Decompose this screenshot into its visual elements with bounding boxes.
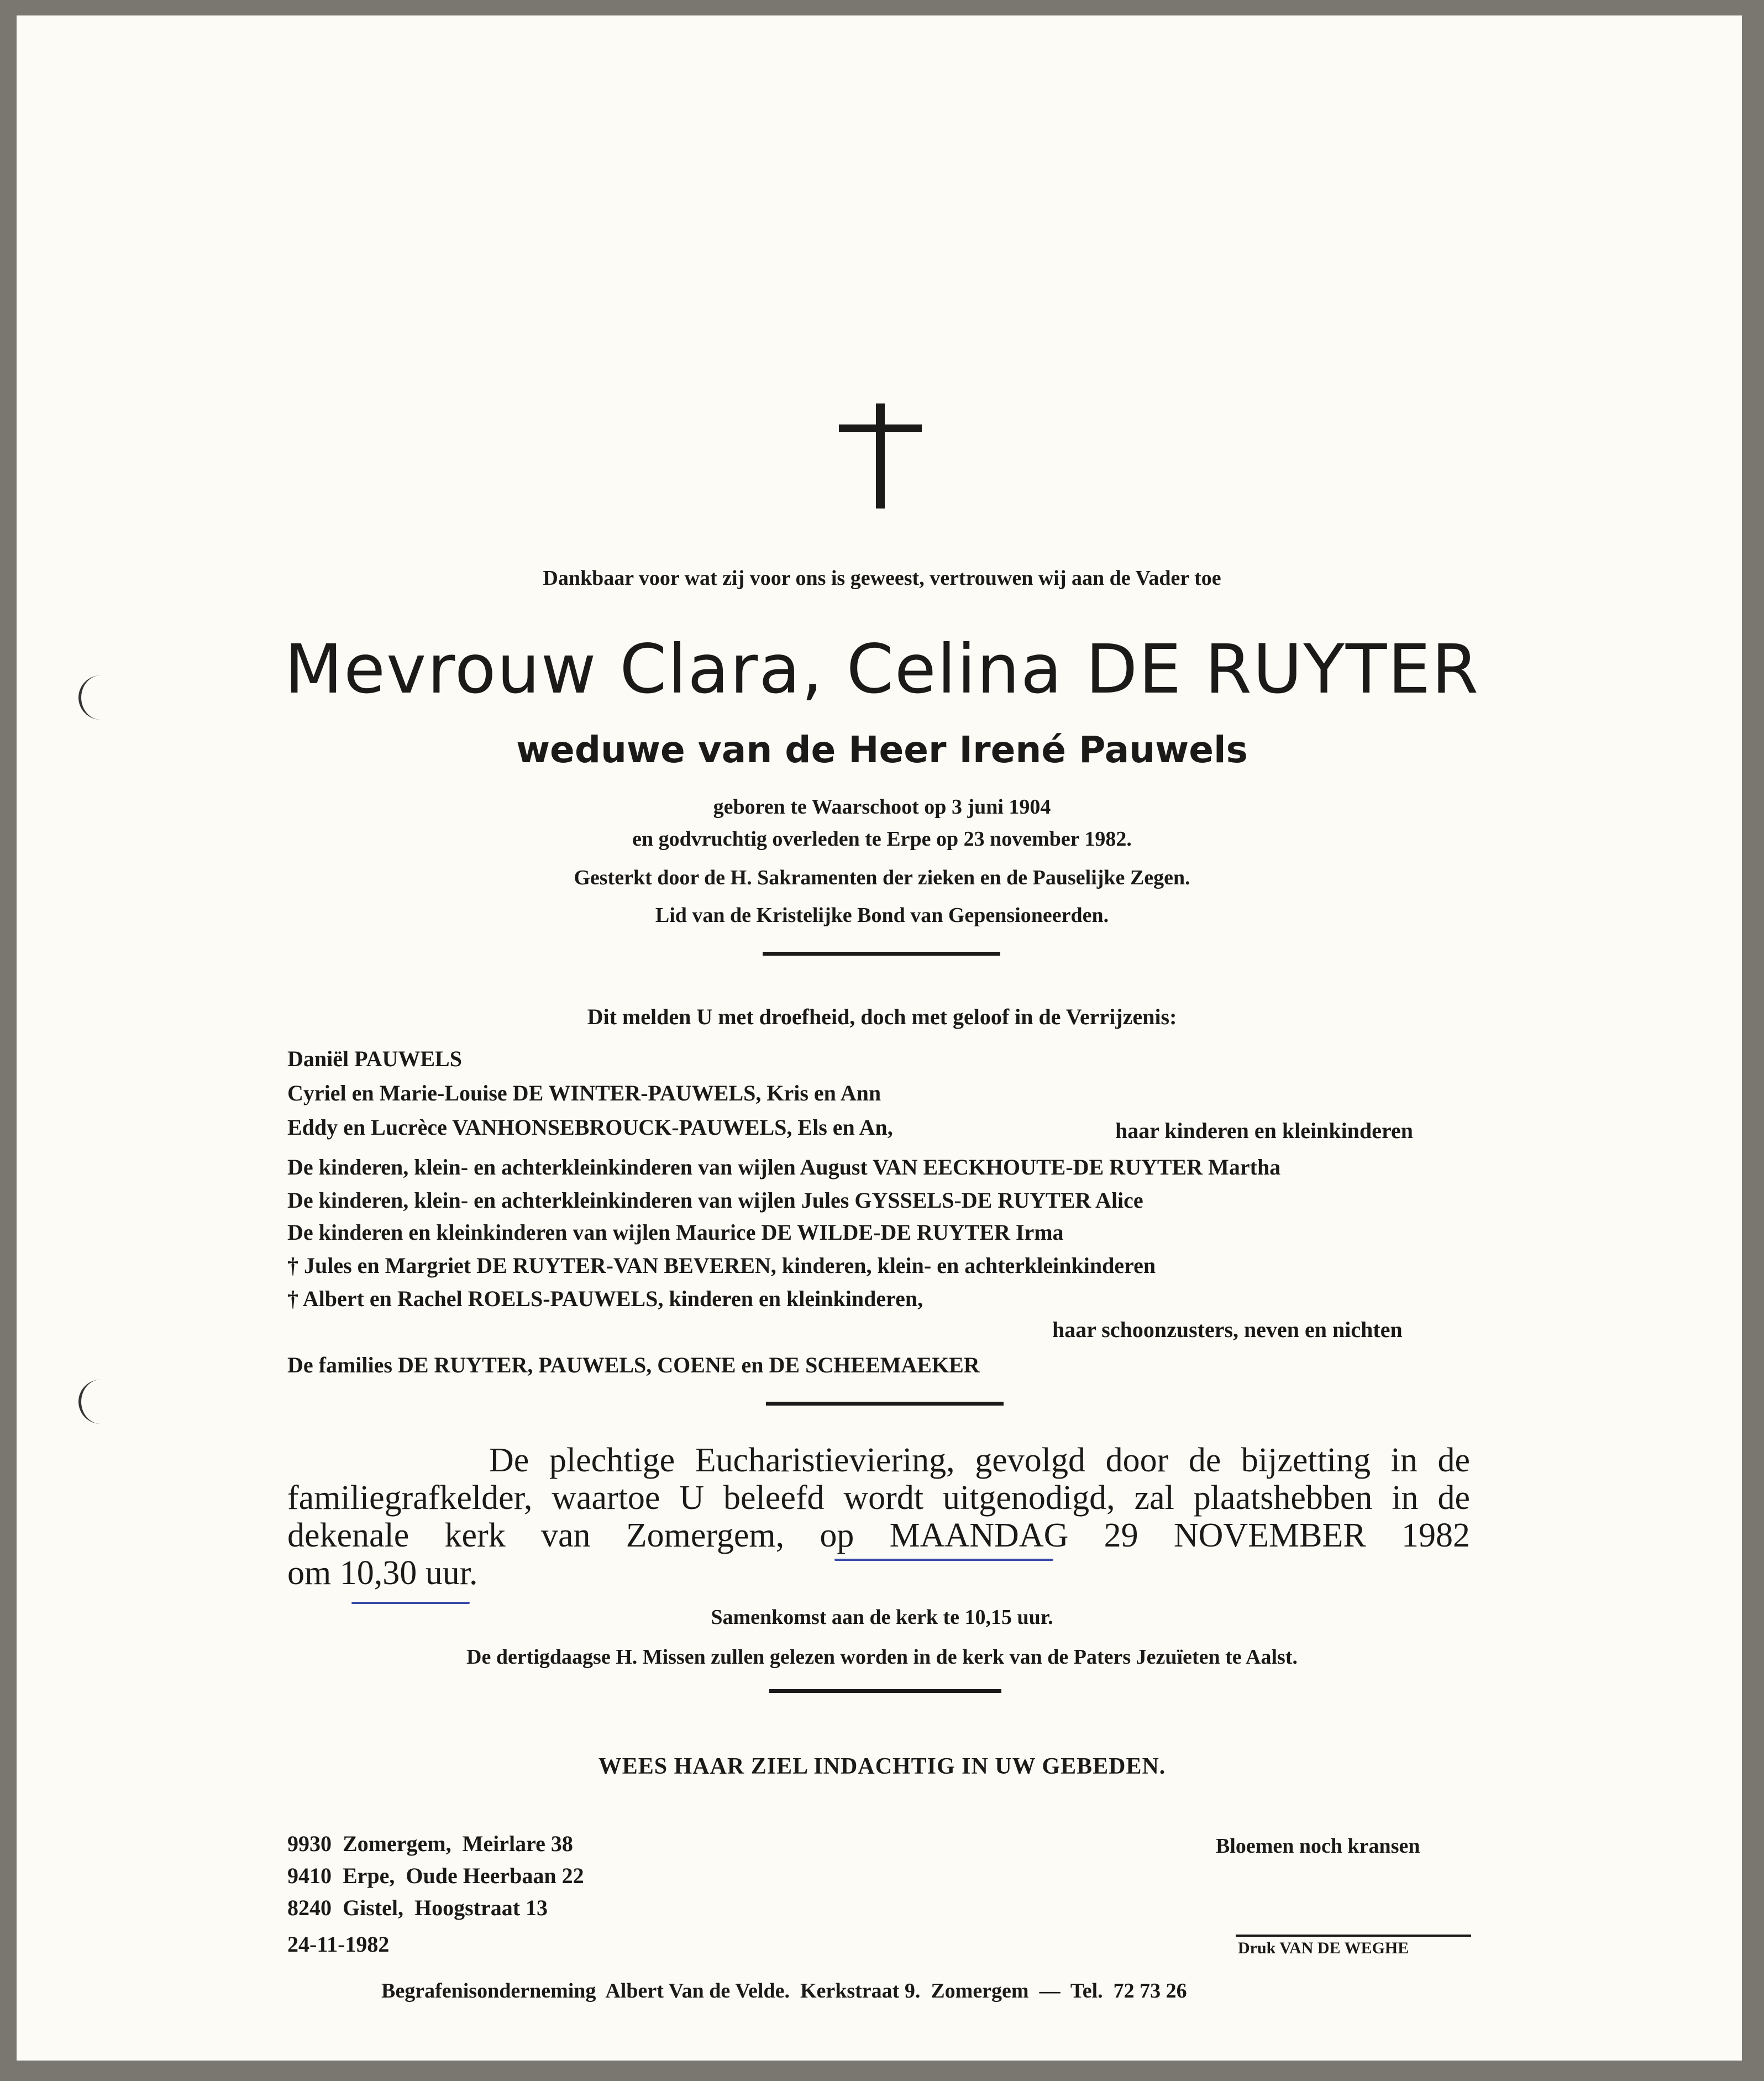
family-line-4: De kinderen, klein- en achterkleinkinderen van wijlen August VAN EECKHOUTE-DE RUYTER Martha xyxy=(287,1155,1281,1180)
service-line-4: om 10,30 uur. xyxy=(287,1554,478,1592)
undertaker-line: Begrafenisonderneming Albert Van de Velde. Kerkstraat 9. Zomergem — Tel. 72 73 26 xyxy=(381,1979,1187,2003)
address-2: 9410 Erpe, Oude Heerbaan 22 xyxy=(287,1863,584,1888)
service-line-3: dekenale kerk van Zomergem, op MAANDAG 29 NOVEMBER 1982 xyxy=(287,1517,1470,1554)
family-line-5: De kinderen, klein- en achterkleinkinderen van wijlen Jules GYSSELS-DE RUYTER Alice xyxy=(287,1188,1143,1213)
sacraments-line: Gesterkt door de H. Sakramenten der zieken en de Pauselijke Zegen. xyxy=(574,866,1190,889)
gathering-line: Samenkomst aan de kerk te 10,15 uur. xyxy=(711,1606,1053,1629)
printer-rule xyxy=(1236,1935,1471,1937)
printer-credit: Druk VAN DE WEGHE xyxy=(1238,1939,1409,1957)
death-line: en godvruchtig overleden te Erpe op 23 november 1982. xyxy=(632,827,1132,851)
date-underline xyxy=(834,1559,1053,1561)
cross-icon xyxy=(834,403,928,509)
service-paragraph xyxy=(287,1442,1470,1592)
divider-3 xyxy=(769,1689,1001,1693)
address-3: 8240 Gistel, Hoogstraat 13 xyxy=(287,1895,548,1920)
birth-line: geboren te Waarschoot op 3 juni 1904 xyxy=(713,795,1051,819)
family-line-6: De kinderen en kleinkinderen van wijlen Maurice DE WILDE-DE RUYTER Irma xyxy=(287,1220,1064,1245)
service-line-2: familiegrafkelder, waartoe U beleefd wordt uitgenodigd, zal plaatshebben in de xyxy=(287,1479,1470,1517)
family-line-2: Cyriel en Marie-Louise DE WINTER-PAUWELS, Kris en Ann xyxy=(287,1081,881,1105)
card-date: 24-11-1982 xyxy=(287,1932,390,1957)
flowers-note: Bloemen noch kransen xyxy=(1216,1834,1420,1858)
deceased-name: Mevrouw Clara, Celina DE RUYTER xyxy=(284,630,1480,709)
family-line-1: Daniël PAUWELS xyxy=(287,1046,462,1071)
divider-2 xyxy=(766,1402,1004,1406)
family-line-3-right: haar kinderen en kleinkinderen xyxy=(1115,1118,1414,1143)
time-underline xyxy=(351,1602,470,1604)
intro-text: Dankbaar voor wat zij voor ons is geweest, vertrouwen wij aan de Vader toe xyxy=(543,567,1221,590)
service-line-1: De plechtige Eucharistieviering, gevolgd door de bijzetting in de xyxy=(489,1442,1470,1479)
deceased-subtitle: weduwe van de Heer Irené Pauwels xyxy=(516,728,1248,771)
family-line-8-right: haar schoonzusters, neven en nichten xyxy=(1052,1317,1403,1342)
announcement-line: Dit melden U met droefheid, doch met geloof in de Verrijzenis: xyxy=(587,1004,1177,1029)
address-1: 9930 Zomergem, Meirlare 38 xyxy=(287,1831,573,1856)
masses-line: De dertigdaagse H. Missen zullen gelezen worden in de kerk van de Paters Jezuïeten te Aalst. xyxy=(466,1645,1298,1669)
family-line-3: Eddy en Lucrèce VANHONSEBROUCK-PAUWELS, Els en An, xyxy=(287,1115,893,1140)
divider-1 xyxy=(763,952,1000,956)
family-line-7: † Jules en Margriet DE RUYTER-VAN BEVEREN, kinderen, klein- en achterkleinkinderen xyxy=(287,1253,1156,1278)
family-line-8: † Albert en Rachel ROELS-PAUWELS, kinderen en kleinkinderen, xyxy=(287,1286,923,1311)
family-line-9: De families DE RUYTER, PAUWELS, COENE en DE SCHEEMAEKER xyxy=(287,1353,980,1377)
membership-line: Lid van de Kristelijke Bond van Gepensioneerden. xyxy=(655,904,1109,927)
prayer-line: WEES HAAR ZIEL INDACHTIG IN UW GEBEDEN. xyxy=(598,1754,1166,1779)
